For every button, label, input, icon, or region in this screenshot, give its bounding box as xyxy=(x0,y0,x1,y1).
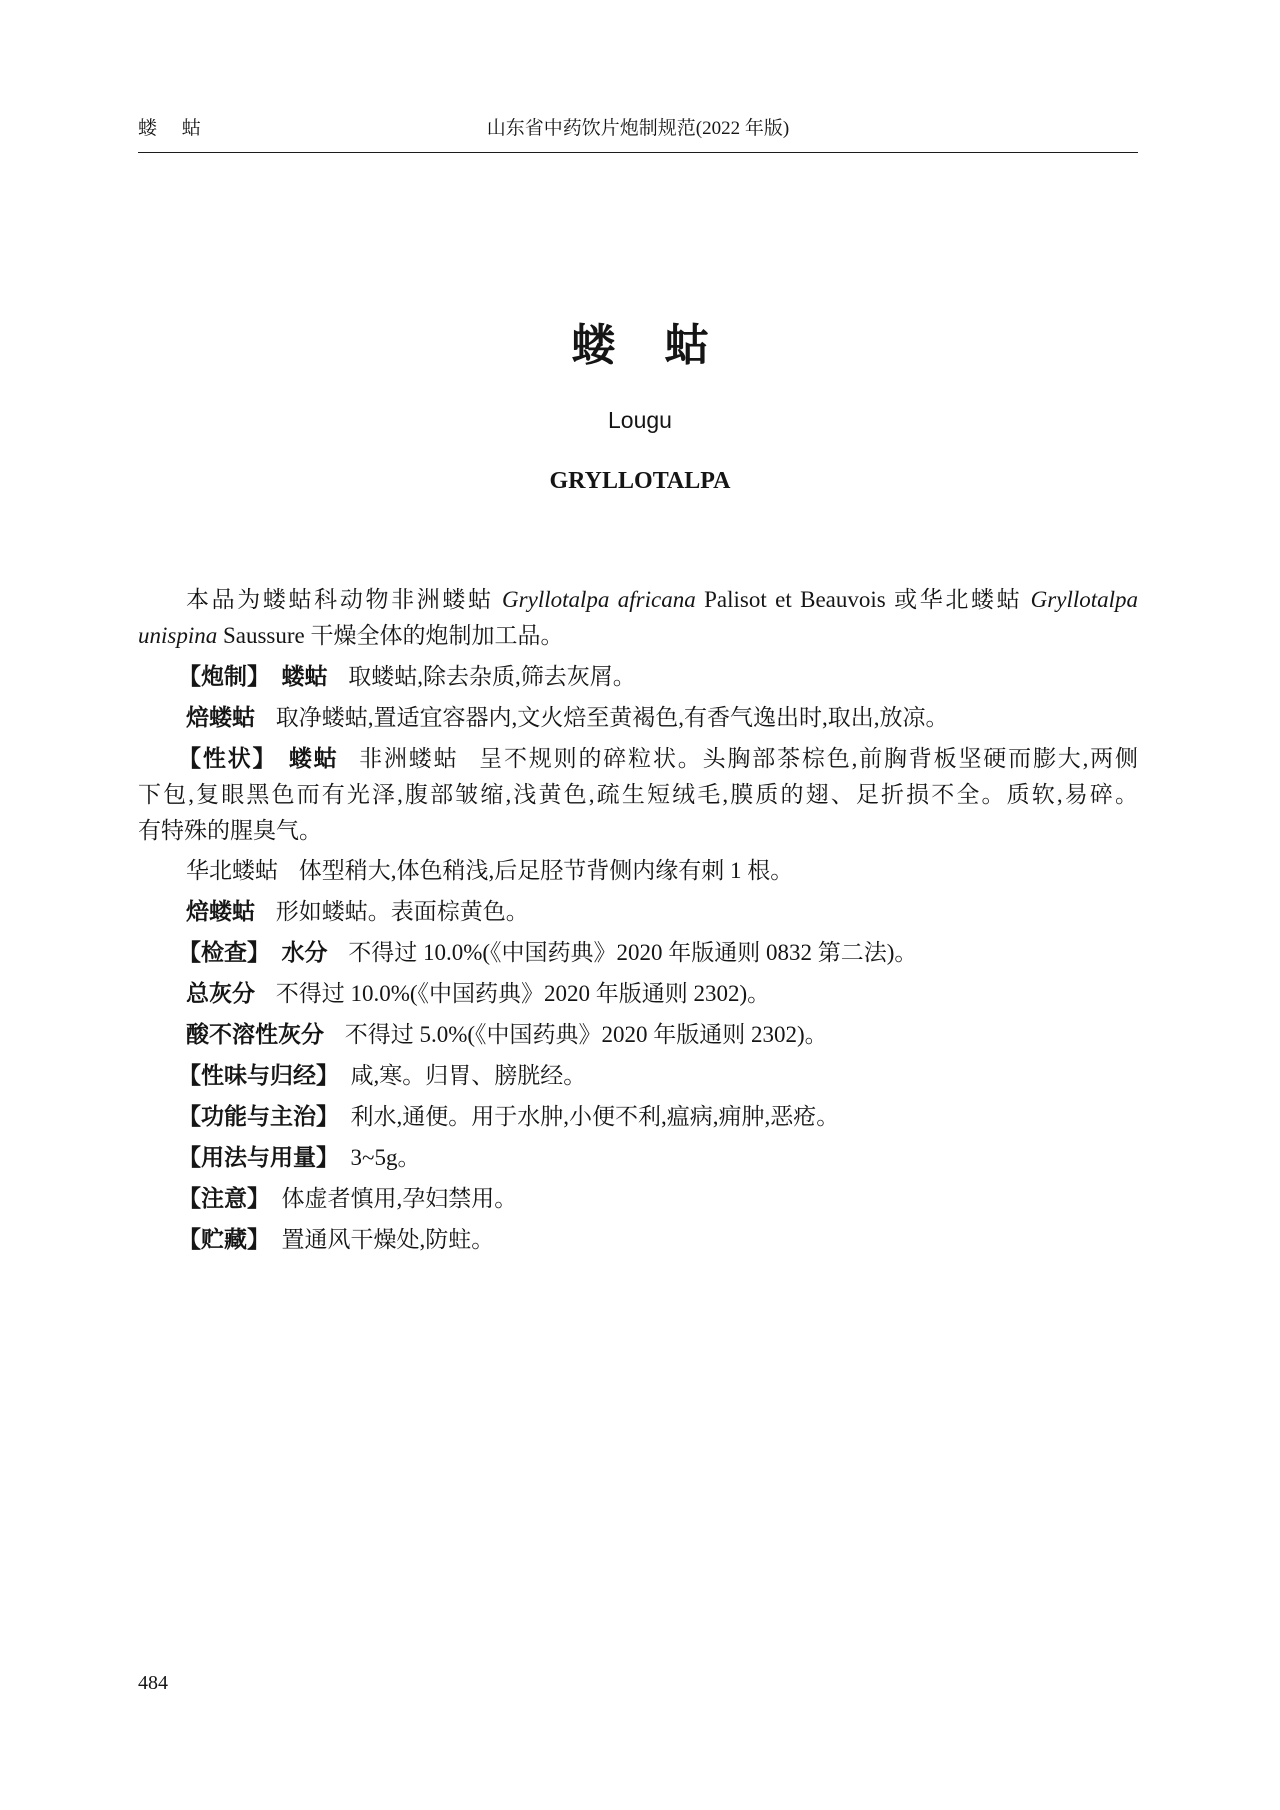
functions-line xyxy=(138,1098,1138,1135)
variety-name-north-china: 华北蝼蛄 xyxy=(186,858,278,883)
section-label-processing: 【炮制】 xyxy=(178,663,270,689)
header-rule xyxy=(138,152,1138,153)
inspection-acid-ash-paragraph xyxy=(138,1016,1138,1053)
processing-section xyxy=(138,658,1138,695)
variety-north-china-text: 体型稍大,体色稍浅,后足胫节背侧内缘有刺 1 根。 xyxy=(298,858,794,883)
properties-line xyxy=(138,1057,1138,1094)
variety-name-african: 非洲蝼蛄 xyxy=(359,746,459,771)
monograph-pinyin: Lougu xyxy=(608,407,672,433)
precautions-text: 体虚者慎用,孕妇禁用。 xyxy=(281,1186,518,1211)
section-label-dosage: 【用法与用量】 xyxy=(178,1144,339,1170)
source-text-2: 或华北蝼蛄 xyxy=(894,587,1031,612)
inspection-line-1 xyxy=(138,934,1138,971)
inspection-total-ash-name: 总灰分 xyxy=(186,980,255,1006)
precautions-line xyxy=(138,1180,1138,1217)
header-book-title: 山东省中药饮片炮制规范(2022 年版) xyxy=(486,118,790,139)
running-header xyxy=(138,116,1138,142)
description-line-1 xyxy=(138,740,1138,777)
inspection-acid-ash-name: 酸不溶性灰分 xyxy=(186,1021,324,1047)
source-line-1 xyxy=(138,582,1138,618)
header-section-name: 蝼 蛄 xyxy=(138,118,201,139)
inspection-moisture-text: 不得过 10.0%(《中国药典》2020 年版通则 0832 第二法)。 xyxy=(348,940,918,965)
dosage-line xyxy=(138,1139,1138,1176)
processing-line-2 xyxy=(138,699,1138,736)
processing-roasted-paragraph xyxy=(138,699,1138,736)
description-item-name: 蝼蛄 xyxy=(288,745,339,771)
inspection-moisture-name: 水分 xyxy=(281,939,328,965)
description-roasted-name: 焙蝼蛄 xyxy=(186,898,255,924)
properties-section xyxy=(138,1057,1138,1094)
dosage-section xyxy=(138,1139,1138,1176)
section-label-precautions: 【注意】 xyxy=(178,1185,270,1211)
description-line-4 xyxy=(138,853,1138,889)
storage-text: 置通风干燥处,防蛀。 xyxy=(281,1227,495,1252)
processing-roasted-name: 焙蝼蛄 xyxy=(186,704,255,730)
species-genus-2: Gryllotalpa xyxy=(1030,587,1139,612)
section-label-storage: 【贮藏】 xyxy=(178,1226,270,1252)
description-section xyxy=(138,740,1138,849)
dosage-text: 3~5g。 xyxy=(350,1145,421,1170)
species-name-1: Gryllotalpa africana xyxy=(502,587,696,612)
species-author-1: Palisot et Beauvois xyxy=(695,587,895,612)
source-text-1: 本品为蝼蛄科动物非洲蝼蛄 xyxy=(186,587,503,612)
inspection-line-3 xyxy=(138,1016,1138,1053)
species-epithet-2: unispina xyxy=(138,623,218,648)
variety-text-line-3: 有特殊的腥臭气。 xyxy=(138,818,322,843)
monograph-body xyxy=(138,582,1138,1262)
inspection-acid-ash-text: 不得过 5.0%(《中国药典》2020 年版通则 2302)。 xyxy=(344,1022,828,1047)
description-roasted-paragraph xyxy=(138,893,1138,930)
section-label-properties: 【性味与归经】 xyxy=(178,1062,339,1088)
source-line-2 xyxy=(138,618,1138,654)
description-north-china-paragraph xyxy=(138,853,1138,889)
inspection-section xyxy=(138,934,1138,971)
inspection-total-ash-paragraph xyxy=(138,975,1138,1012)
description-line-3 xyxy=(138,813,1138,849)
section-label-description: 【性状】 xyxy=(178,745,278,771)
processing-roasted-text: 取净蝼蛄,置适宜容器内,文火焙至黄褐色,有香气逸出时,取出,放凉。 xyxy=(275,705,949,730)
processing-line-1 xyxy=(138,658,1138,695)
description-line-2 xyxy=(138,777,1138,813)
page-number: 484 xyxy=(138,1672,168,1694)
description-roasted-text: 形如蝼蛄。表面棕黄色。 xyxy=(275,899,529,924)
processing-item-text: 取蝼蛄,除去杂质,筛去灰屑。 xyxy=(348,664,636,689)
species-author-2: Saussure xyxy=(217,623,311,648)
monograph-latin-name: GRYLLOTALPA xyxy=(549,468,731,494)
description-line-5 xyxy=(138,893,1138,930)
inspection-total-ash-text: 不得过 10.0%(《中国药典》2020 年版通则 2302)。 xyxy=(275,981,771,1006)
source-paragraph xyxy=(138,582,1138,654)
functions-section xyxy=(138,1098,1138,1135)
precautions-section xyxy=(138,1180,1138,1217)
variety-text-line-2: 下包,复眼黑色而有光泽,腹部皱缩,浅黄色,疏生短绒毛,膜质的翅、足折损不全。质软,易碎。 xyxy=(138,782,1138,807)
storage-section xyxy=(138,1221,1138,1258)
storage-line xyxy=(138,1221,1138,1258)
processing-item-name: 蝼蛄 xyxy=(281,663,328,689)
monograph-title: 蝼 蛄 xyxy=(571,320,709,371)
variety-text-line-1: 呈不规则的碎粒状。头胸部茶棕色,前胸背板坚硬而膨大,两侧 xyxy=(479,746,1139,771)
inspection-line-2 xyxy=(138,975,1138,1012)
section-label-functions: 【功能与主治】 xyxy=(178,1103,339,1129)
source-text-3: 干燥全体的炮制加工品。 xyxy=(310,623,564,648)
section-label-inspection: 【检查】 xyxy=(178,939,270,965)
functions-text: 利水,通便。用于水肿,小便不利,瘟病,痈肿,恶疮。 xyxy=(350,1104,840,1129)
properties-text: 咸,寒。归胃、膀胱经。 xyxy=(350,1063,587,1088)
